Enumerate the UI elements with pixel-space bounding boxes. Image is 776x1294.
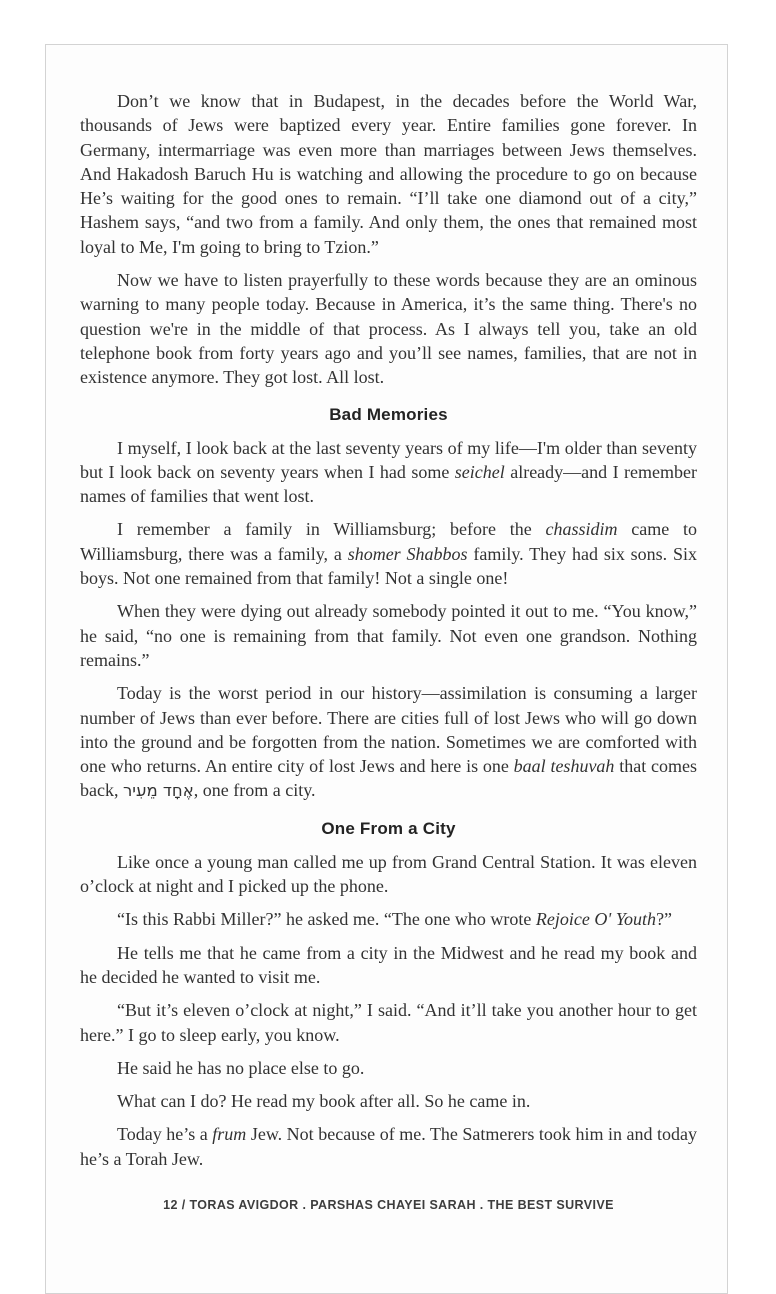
- paragraph-text: Like once a young man called me up from Grand Central Station. It was eleven o’clock at night and I picked up the phone.: [80, 851, 697, 897]
- paragraph-text: What can I do? He read my book after all. So he came in.: [117, 1091, 531, 1112]
- paragraph-text: family. They had six sons. Six boys. Not one remained from that family! Not a single one!: [80, 543, 698, 589]
- paragraph-text: “Is this Rabbi Miller?” he asked me. “The one who wrote: [117, 909, 536, 930]
- paragraph-rabbi-miller: [80, 907, 697, 931]
- paragraph-text: that comes back,: [80, 756, 697, 801]
- paragraph-dying-out: [80, 599, 697, 672]
- paragraph-text: I myself, I look back at the last seventy years of my life—I'm older than seventy but I look back on seventy years when I had some: [80, 437, 697, 482]
- paragraph-text: Jew. Not because of me. The Satmerers took him in and today he’s a Torah Jew.: [80, 1124, 697, 1169]
- section-heading-one-from-a-city: One From a City: [321, 818, 456, 838]
- italic-term-shomer-shabbos: shomer Shabbos: [347, 543, 468, 564]
- paragraph-eleven-oclock: [80, 998, 697, 1047]
- paragraph-worst-period: [80, 681, 697, 803]
- italic-term-baal-teshuvah: baal teshuvah: [513, 756, 615, 777]
- section-heading-bad-memories: Bad Memories: [329, 404, 448, 424]
- paragraph-midwest: [80, 941, 697, 990]
- paragraph-budapest: [80, 89, 697, 259]
- page-content: [46, 45, 727, 1212]
- paragraph-seventy-years: [80, 436, 697, 509]
- document-page: [45, 44, 728, 1294]
- paragraph-no-place: [80, 1056, 697, 1080]
- paragraph-text: Don’t we know that in Budapest, in the decades before the World War, thousands of Jews were baptized every year. Entire families gone forever. In Germany, intermarriage was even more than marriages between Jews themselves. And Hakadosh Baruch Hu is watching and allowing the procedure to go on because He’s waiting for the good ones to remain. “I’ll take one diamond out of a city,” Hashem says, “and two from a family. And only them, the ones that remained most loyal to Me, I'm going to bring to Tzion.”: [80, 91, 697, 257]
- paragraph-grand-central: [80, 850, 697, 899]
- paragraph-text: already—and I remember names of families that went lost.: [80, 461, 697, 507]
- italic-term-rejoice-o-youth: Rejoice O' Youth: [535, 909, 657, 930]
- paragraph-text: ?”: [656, 909, 673, 930]
- paragraph-came-in: [80, 1089, 697, 1113]
- paragraph-text: He said he has no place else to go.: [117, 1057, 365, 1078]
- paragraph-text: came to Williamsburg, there was a family, a: [80, 519, 697, 564]
- italic-term-seichel: seichel: [454, 461, 505, 482]
- paragraph-text: Today he’s a: [117, 1124, 213, 1145]
- paragraph-text: I remember a family in Williamsburg; before the: [117, 519, 546, 540]
- paragraph-text: Today is the worst period in our history—assimilation is consuming a larger number of Jews than ever before. There are cities full of lost Jews who will go down into the ground and be forgotten from the nation. Sometimes we are comforted with one who returns. An entire city of lost Jews and here is one: [80, 683, 697, 777]
- italic-term-chassidim: chassidim: [545, 519, 618, 540]
- paragraph-text: , one from a city.: [193, 780, 316, 801]
- paragraph-text: He tells me that he came from a city in the Midwest and he read my book and he decided he wanted to visit me.: [80, 942, 697, 987]
- page-footer: 12 / TORAS AVIGDOR . PARSHAS CHAYEI SARAH . THE BEST SURVIVE: [163, 1197, 614, 1212]
- hebrew-phrase-echad-meir: אֶחָד מֵעִיר: [122, 781, 194, 801]
- paragraph-williamsburg-family: [80, 517, 697, 590]
- paragraph-frum-jew: [80, 1122, 697, 1171]
- italic-term-frum: frum: [212, 1124, 247, 1145]
- paragraph-text: When they were dying out already somebody pointed it out to me. “You know,” he said, “no one is remaining from that family. Not even one grandson. Nothing remains.”: [80, 601, 697, 670]
- paragraph-text: Now we have to listen prayerfully to these words because they are an ominous warning to many people today. Because in America, it’s the same thing. There's no question we're in the middle of that process. As I always tell you, take an old telephone book from forty years ago and you’ll see names, families, that are not in existence anymore. They got lost. All lost.: [80, 270, 697, 388]
- paragraph-text: “But it’s eleven o’clock at night,” I said. “And it’ll take you another hour to get here.” I go to sleep early, you know.: [80, 1000, 697, 1045]
- paragraph-ominous-warning: [80, 268, 697, 389]
